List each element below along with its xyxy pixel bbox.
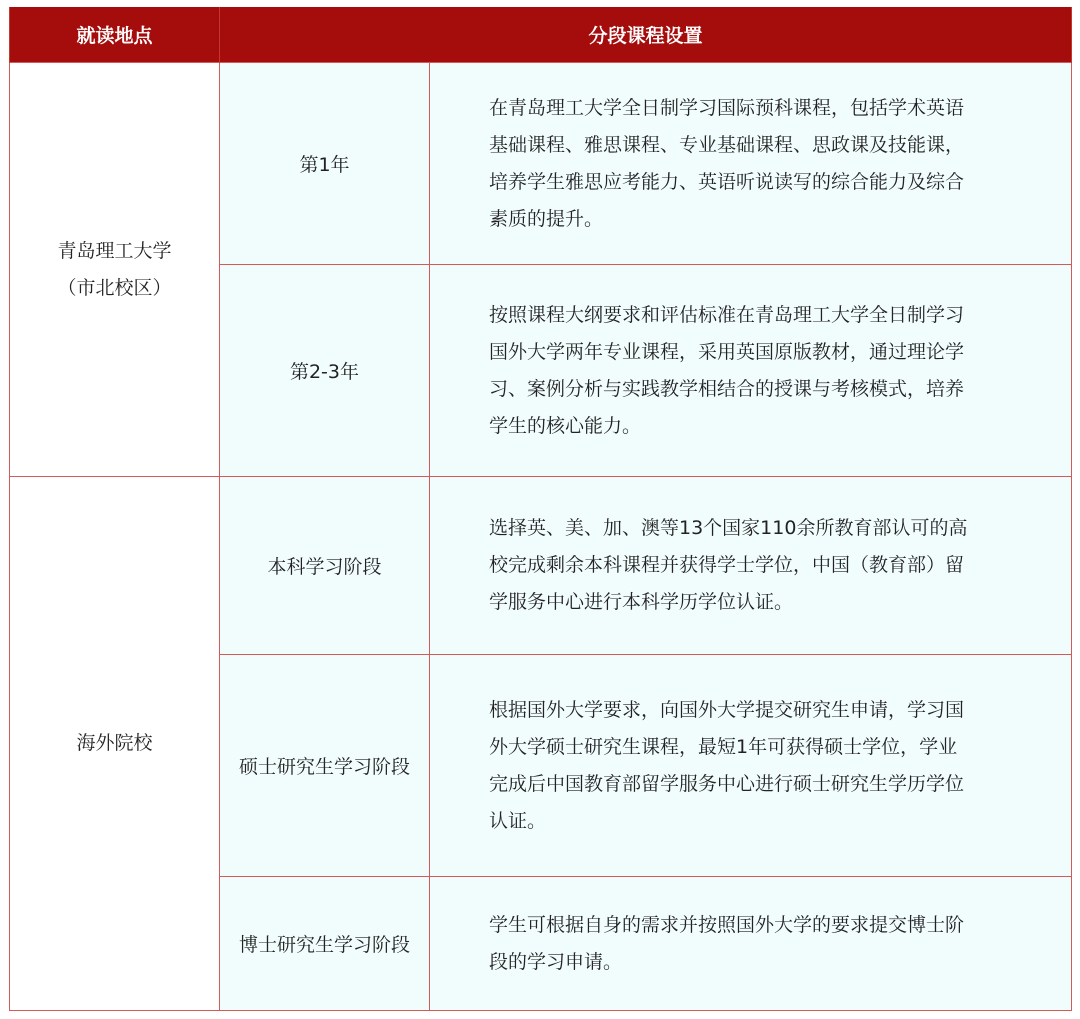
location-line: （市北校区）: [57, 276, 172, 299]
description-line: 培养学生雅思应考能力、英语听说读写的综合能力及综合: [489, 170, 965, 193]
description-line: 校完成剩余本科课程并获得学士学位，中国（教育部）留: [489, 554, 965, 576]
phase-cell: 第2-3年: [220, 265, 430, 477]
course-table-container: [9, 7, 1071, 1011]
description-line: 外大学硕士研究生课程，最短1年可获得硕士学位，学业: [489, 735, 958, 758]
description-line: 学生可根据自身的需求并按照国外大学的要求提交博士阶: [489, 913, 965, 936]
description-cell: [430, 477, 1072, 655]
phase-cell: 博士研究生学习阶段: [220, 877, 430, 1011]
phase-cell: 本科学习阶段: [220, 477, 430, 655]
description-line: 素质的提升。: [489, 207, 604, 230]
description-line: 段的学习申请。: [489, 950, 623, 973]
header-location: 就读地点: [10, 7, 220, 63]
description-line: 按照课程大纲要求和评估标准在青岛理工大学全日制学习: [489, 303, 965, 326]
description-cell: [430, 877, 1072, 1011]
description-cell: [430, 63, 1072, 265]
description-line: 习、案例分析与实践教学相结合的授课与考核模式，培养: [489, 377, 965, 400]
table-row: [10, 63, 1072, 265]
description-line: 在青岛理工大学全日制学习国际预科课程，包括学术英语: [489, 96, 965, 119]
phase-cell: 硕士研究生学习阶段: [220, 655, 430, 877]
table-header-row: [10, 7, 1072, 63]
location-cell-overseas: [10, 477, 220, 1011]
description-line: 根据国外大学要求，向国外大学提交研究生申请，学习国: [489, 698, 965, 721]
phase-cell: 第1年: [220, 63, 430, 265]
description-line: 认证。: [489, 809, 547, 832]
description-line: 基础课程、雅思课程、专业基础课程、思政课及技能课，: [489, 133, 965, 156]
table-row: [10, 477, 1072, 655]
location-line: 青岛理工大学: [57, 239, 172, 262]
header-courses: 分段课程设置: [220, 7, 1072, 63]
description-cell: [430, 265, 1072, 477]
location-cell-qut: [10, 63, 220, 477]
description-line: 学生的核心能力。: [489, 414, 642, 437]
course-table: [9, 7, 1072, 1011]
description-line: 选择英、美、加、澳等13个国家110余所教育部认可的高: [489, 517, 968, 539]
description-line: 学服务中心进行本科学历学位认证。: [489, 591, 794, 613]
description-line: 国外大学两年专业课程，采用英国原版教材，通过理论学: [489, 340, 965, 363]
location-line: 海外院校: [76, 732, 153, 754]
description-cell: [430, 655, 1072, 877]
description-line: 完成后中国教育部留学服务中心进行硕士研究生学历学位: [489, 772, 965, 795]
